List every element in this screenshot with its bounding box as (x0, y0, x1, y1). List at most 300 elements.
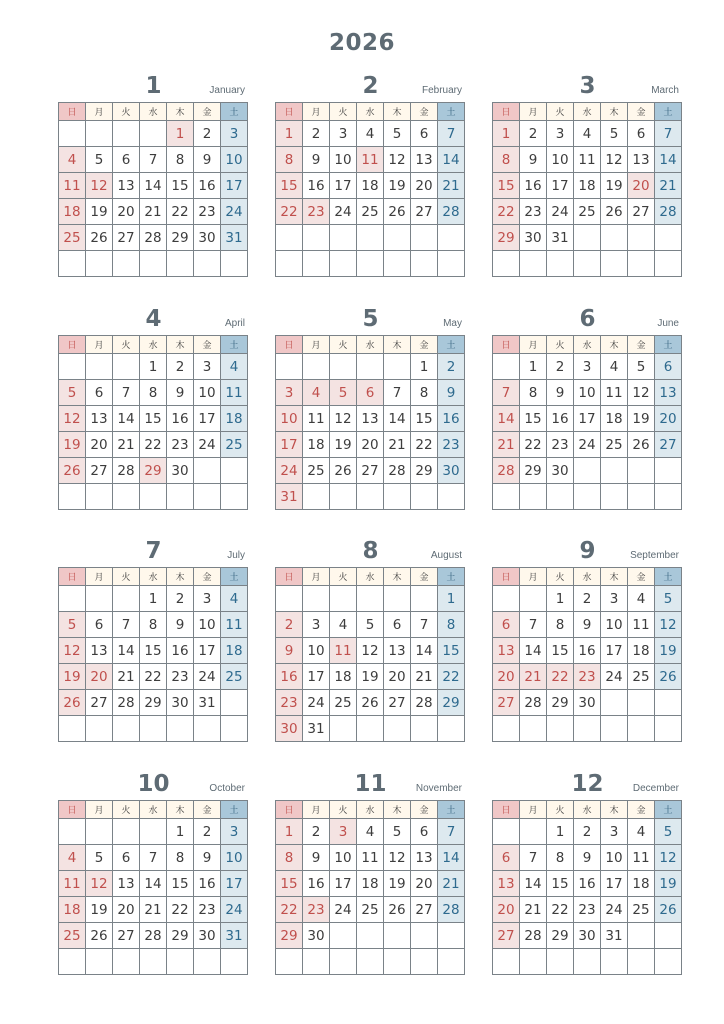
day-cell: 2 (574, 819, 601, 845)
weekday-header: 木 (601, 103, 628, 121)
day-cell: 7 (655, 121, 682, 147)
day-cell: 18 (221, 406, 248, 432)
day-cell: 16 (574, 638, 601, 664)
month-name: May (443, 318, 462, 329)
day-cell: 15 (276, 173, 303, 199)
day-cell: 3 (221, 121, 248, 147)
month-october (58, 770, 249, 980)
weekday-header: 月 (520, 103, 547, 121)
day-cell: 3 (330, 819, 357, 845)
weekday-header: 火 (547, 801, 574, 819)
empty-cell (194, 716, 221, 742)
empty-cell (140, 949, 167, 975)
day-cell: 30 (520, 225, 547, 251)
day-cell: 25 (59, 923, 86, 949)
weekday-header: 土 (221, 336, 248, 354)
day-cell: 1 (438, 586, 465, 612)
day-cell: 15 (140, 406, 167, 432)
day-cell: 2 (167, 586, 194, 612)
day-cell: 19 (330, 432, 357, 458)
empty-cell (438, 251, 465, 277)
day-cell: 23 (276, 690, 303, 716)
day-cell: 14 (113, 638, 140, 664)
empty-cell (276, 251, 303, 277)
day-cell: 23 (303, 897, 330, 923)
weekday-header: 月 (86, 568, 113, 586)
day-cell: 29 (276, 923, 303, 949)
day-cell: 2 (167, 354, 194, 380)
weekday-header: 土 (438, 336, 465, 354)
empty-cell (628, 484, 655, 510)
day-cell: 17 (601, 871, 628, 897)
empty-cell (330, 949, 357, 975)
day-cell: 4 (357, 121, 384, 147)
month-july (58, 537, 249, 747)
day-cell: 18 (601, 406, 628, 432)
day-cell: 14 (140, 871, 167, 897)
day-cell: 4 (221, 586, 248, 612)
empty-cell (547, 949, 574, 975)
empty-cell (411, 949, 438, 975)
day-cell: 21 (493, 432, 520, 458)
day-cell: 7 (113, 380, 140, 406)
day-cell: 19 (384, 173, 411, 199)
empty-cell (438, 225, 465, 251)
day-cell: 27 (493, 690, 520, 716)
month-day-grid (58, 335, 248, 510)
day-cell: 23 (194, 199, 221, 225)
weekday-header: 金 (194, 568, 221, 586)
day-cell: 5 (330, 380, 357, 406)
weekday-header: 水 (357, 336, 384, 354)
day-cell: 4 (628, 586, 655, 612)
day-cell: 12 (628, 380, 655, 406)
weekday-header: 水 (140, 801, 167, 819)
empty-cell (59, 716, 86, 742)
empty-cell (520, 484, 547, 510)
month-number: 11 (354, 771, 387, 797)
weekday-header: 日 (493, 568, 520, 586)
day-cell: 6 (493, 612, 520, 638)
empty-cell (655, 225, 682, 251)
weekday-header: 日 (59, 801, 86, 819)
month-june (492, 305, 683, 515)
day-cell: 17 (601, 638, 628, 664)
weekday-header: 日 (493, 336, 520, 354)
weekday-header: 木 (601, 336, 628, 354)
month-number: 10 (137, 771, 170, 797)
day-cell: 11 (574, 147, 601, 173)
weekday-header: 火 (113, 568, 140, 586)
day-cell: 25 (221, 432, 248, 458)
day-cell: 9 (194, 845, 221, 871)
empty-cell (167, 716, 194, 742)
empty-cell (167, 251, 194, 277)
empty-cell (655, 484, 682, 510)
month-day-grid (275, 800, 465, 975)
day-cell: 21 (113, 664, 140, 690)
day-cell: 7 (411, 612, 438, 638)
day-cell: 1 (167, 819, 194, 845)
day-cell: 3 (303, 612, 330, 638)
empty-cell (140, 484, 167, 510)
weekday-header: 土 (221, 801, 248, 819)
weekday-header: 水 (357, 103, 384, 121)
weekday-header: 金 (411, 103, 438, 121)
day-cell: 5 (86, 147, 113, 173)
weekday-header: 火 (113, 103, 140, 121)
day-cell: 10 (303, 638, 330, 664)
empty-cell (493, 949, 520, 975)
day-cell: 6 (86, 380, 113, 406)
day-cell: 14 (438, 845, 465, 871)
day-cell: 29 (547, 690, 574, 716)
day-cell: 3 (194, 354, 221, 380)
day-cell: 8 (276, 845, 303, 871)
day-cell: 12 (86, 871, 113, 897)
weekday-header: 土 (438, 103, 465, 121)
day-cell: 10 (276, 406, 303, 432)
day-cell: 2 (303, 819, 330, 845)
month-march (492, 72, 683, 282)
month-august (275, 537, 466, 747)
month-day-grid (492, 335, 682, 510)
day-cell: 3 (194, 586, 221, 612)
day-cell: 19 (384, 871, 411, 897)
month-november (275, 770, 466, 980)
day-cell: 14 (140, 173, 167, 199)
day-cell: 20 (411, 871, 438, 897)
empty-cell (140, 819, 167, 845)
day-cell: 15 (547, 638, 574, 664)
weekday-header: 水 (140, 103, 167, 121)
day-cell: 10 (547, 147, 574, 173)
empty-cell (221, 690, 248, 716)
weekday-header: 月 (303, 103, 330, 121)
day-cell: 23 (438, 432, 465, 458)
day-cell: 24 (601, 664, 628, 690)
empty-cell (438, 949, 465, 975)
empty-cell (113, 819, 140, 845)
day-cell: 28 (384, 458, 411, 484)
day-cell: 12 (330, 406, 357, 432)
day-cell: 10 (601, 612, 628, 638)
day-cell: 16 (547, 406, 574, 432)
day-cell: 10 (221, 845, 248, 871)
day-cell: 14 (384, 406, 411, 432)
day-cell: 5 (59, 612, 86, 638)
day-cell: 28 (438, 199, 465, 225)
day-cell: 2 (520, 121, 547, 147)
empty-cell (276, 354, 303, 380)
empty-cell (384, 484, 411, 510)
empty-cell (411, 716, 438, 742)
day-cell: 9 (547, 380, 574, 406)
day-cell: 1 (140, 586, 167, 612)
empty-cell (86, 251, 113, 277)
day-cell: 6 (655, 354, 682, 380)
empty-cell (113, 354, 140, 380)
empty-cell (113, 949, 140, 975)
day-cell: 9 (574, 612, 601, 638)
year-title: 2026 (328, 30, 395, 56)
month-number: 5 (362, 306, 379, 332)
day-cell: 1 (140, 354, 167, 380)
day-cell: 28 (520, 690, 547, 716)
empty-cell (384, 586, 411, 612)
empty-cell (303, 225, 330, 251)
day-cell: 11 (357, 147, 384, 173)
day-cell: 7 (520, 845, 547, 871)
empty-cell (601, 949, 628, 975)
day-cell: 2 (194, 819, 221, 845)
weekday-header: 金 (628, 568, 655, 586)
weekday-header: 金 (628, 801, 655, 819)
day-cell: 10 (330, 147, 357, 173)
day-cell: 29 (167, 923, 194, 949)
empty-cell (330, 251, 357, 277)
day-cell: 7 (520, 612, 547, 638)
month-name: August (430, 550, 462, 561)
day-cell: 8 (411, 380, 438, 406)
day-cell: 19 (628, 406, 655, 432)
day-cell: 16 (438, 406, 465, 432)
day-cell: 28 (113, 458, 140, 484)
month-number: 8 (362, 538, 379, 564)
day-cell: 29 (547, 923, 574, 949)
day-cell: 26 (655, 664, 682, 690)
day-cell: 20 (655, 406, 682, 432)
weekday-header: 日 (493, 103, 520, 121)
day-cell: 7 (493, 380, 520, 406)
day-cell: 3 (601, 819, 628, 845)
weekday-header: 月 (520, 336, 547, 354)
weekday-header: 土 (438, 568, 465, 586)
day-cell: 6 (628, 121, 655, 147)
day-cell: 11 (303, 406, 330, 432)
empty-cell (601, 690, 628, 716)
month-name: December (632, 783, 679, 794)
day-cell: 28 (655, 199, 682, 225)
day-cell: 9 (303, 845, 330, 871)
day-cell: 11 (601, 380, 628, 406)
empty-cell (330, 484, 357, 510)
weekday-header: 火 (330, 103, 357, 121)
weekday-header: 水 (140, 336, 167, 354)
day-cell: 27 (655, 432, 682, 458)
month-day-grid (492, 800, 682, 975)
day-cell: 9 (276, 638, 303, 664)
empty-cell (520, 716, 547, 742)
empty-cell (574, 484, 601, 510)
day-cell: 24 (330, 199, 357, 225)
month-day-grid (275, 567, 465, 742)
empty-cell (330, 923, 357, 949)
weekday-header: 木 (167, 103, 194, 121)
day-cell: 15 (140, 638, 167, 664)
day-cell: 8 (438, 612, 465, 638)
month-number: 3 (579, 73, 596, 99)
month-day-grid (58, 102, 248, 277)
day-cell: 4 (628, 819, 655, 845)
day-cell: 19 (655, 871, 682, 897)
day-cell: 10 (574, 380, 601, 406)
day-cell: 5 (59, 380, 86, 406)
empty-cell (520, 819, 547, 845)
empty-cell (330, 354, 357, 380)
day-cell: 31 (601, 923, 628, 949)
weekday-header: 土 (655, 103, 682, 121)
weekday-header: 金 (411, 801, 438, 819)
day-cell: 7 (438, 819, 465, 845)
day-cell: 14 (493, 406, 520, 432)
empty-cell (493, 586, 520, 612)
month-december (492, 770, 683, 980)
day-cell: 9 (194, 147, 221, 173)
empty-cell (330, 225, 357, 251)
month-name: June (657, 318, 679, 329)
weekday-header: 月 (520, 801, 547, 819)
day-cell: 9 (574, 845, 601, 871)
empty-cell (493, 251, 520, 277)
day-cell: 20 (493, 664, 520, 690)
empty-cell (384, 949, 411, 975)
day-cell: 13 (113, 871, 140, 897)
empty-cell (574, 225, 601, 251)
month-day-grid (58, 800, 248, 975)
empty-cell (411, 586, 438, 612)
day-cell: 30 (276, 716, 303, 742)
day-cell: 4 (330, 612, 357, 638)
weekday-header: 月 (86, 336, 113, 354)
day-cell: 7 (384, 380, 411, 406)
day-cell: 16 (194, 173, 221, 199)
day-cell: 30 (574, 923, 601, 949)
day-cell: 2 (276, 612, 303, 638)
empty-cell (140, 121, 167, 147)
day-cell: 1 (547, 586, 574, 612)
day-cell: 2 (547, 354, 574, 380)
day-cell: 6 (411, 819, 438, 845)
day-cell: 18 (59, 897, 86, 923)
day-cell: 12 (601, 147, 628, 173)
month-name: March (651, 85, 679, 96)
day-cell: 6 (493, 845, 520, 871)
day-cell: 26 (601, 199, 628, 225)
empty-cell (628, 949, 655, 975)
day-cell: 26 (384, 897, 411, 923)
day-cell: 27 (86, 690, 113, 716)
day-cell: 2 (574, 586, 601, 612)
day-cell: 28 (438, 897, 465, 923)
day-cell: 1 (276, 121, 303, 147)
day-cell: 12 (655, 612, 682, 638)
day-cell: 27 (384, 690, 411, 716)
day-cell: 26 (655, 897, 682, 923)
day-cell: 13 (655, 380, 682, 406)
day-cell: 20 (628, 173, 655, 199)
weekday-header: 木 (384, 568, 411, 586)
month-name: September (630, 550, 679, 561)
weekday-header: 木 (601, 568, 628, 586)
empty-cell (547, 251, 574, 277)
month-number: 12 (571, 771, 604, 797)
empty-cell (113, 251, 140, 277)
day-cell: 29 (493, 225, 520, 251)
weekday-header: 月 (303, 801, 330, 819)
day-cell: 15 (167, 871, 194, 897)
weekday-header: 水 (574, 336, 601, 354)
day-cell: 31 (303, 716, 330, 742)
day-cell: 10 (194, 612, 221, 638)
weekday-header: 月 (86, 103, 113, 121)
day-cell: 22 (520, 432, 547, 458)
empty-cell (357, 586, 384, 612)
day-cell: 11 (221, 612, 248, 638)
day-cell: 29 (411, 458, 438, 484)
day-cell: 31 (221, 923, 248, 949)
day-cell: 19 (59, 664, 86, 690)
day-cell: 8 (140, 380, 167, 406)
weekday-header: 水 (574, 801, 601, 819)
day-cell: 23 (547, 432, 574, 458)
day-cell: 11 (221, 380, 248, 406)
day-cell: 9 (167, 612, 194, 638)
day-cell: 30 (194, 225, 221, 251)
day-cell: 16 (303, 871, 330, 897)
empty-cell (86, 949, 113, 975)
empty-cell (357, 225, 384, 251)
day-cell: 22 (167, 897, 194, 923)
day-cell: 27 (113, 923, 140, 949)
weekday-header: 日 (59, 568, 86, 586)
weekday-header: 水 (574, 568, 601, 586)
day-cell: 6 (113, 147, 140, 173)
empty-cell (276, 586, 303, 612)
day-cell: 16 (167, 638, 194, 664)
day-cell: 27 (493, 923, 520, 949)
day-cell: 10 (330, 845, 357, 871)
day-cell: 21 (140, 199, 167, 225)
empty-cell (520, 251, 547, 277)
day-cell: 30 (167, 690, 194, 716)
day-cell: 18 (357, 871, 384, 897)
month-name: November (415, 783, 462, 794)
empty-cell (59, 121, 86, 147)
day-cell: 26 (628, 432, 655, 458)
month-april (58, 305, 249, 515)
empty-cell (330, 586, 357, 612)
day-cell: 28 (140, 923, 167, 949)
day-cell: 25 (357, 199, 384, 225)
month-name: January (209, 85, 245, 96)
day-cell: 28 (520, 923, 547, 949)
day-cell: 19 (601, 173, 628, 199)
day-cell: 13 (411, 845, 438, 871)
empty-cell (221, 716, 248, 742)
day-cell: 19 (86, 199, 113, 225)
day-cell: 17 (194, 406, 221, 432)
empty-cell (59, 819, 86, 845)
empty-cell (221, 251, 248, 277)
empty-cell (113, 121, 140, 147)
day-cell: 27 (86, 458, 113, 484)
day-cell: 18 (628, 638, 655, 664)
month-number: 4 (145, 306, 162, 332)
day-cell: 18 (59, 199, 86, 225)
empty-cell (330, 716, 357, 742)
day-cell: 30 (574, 690, 601, 716)
